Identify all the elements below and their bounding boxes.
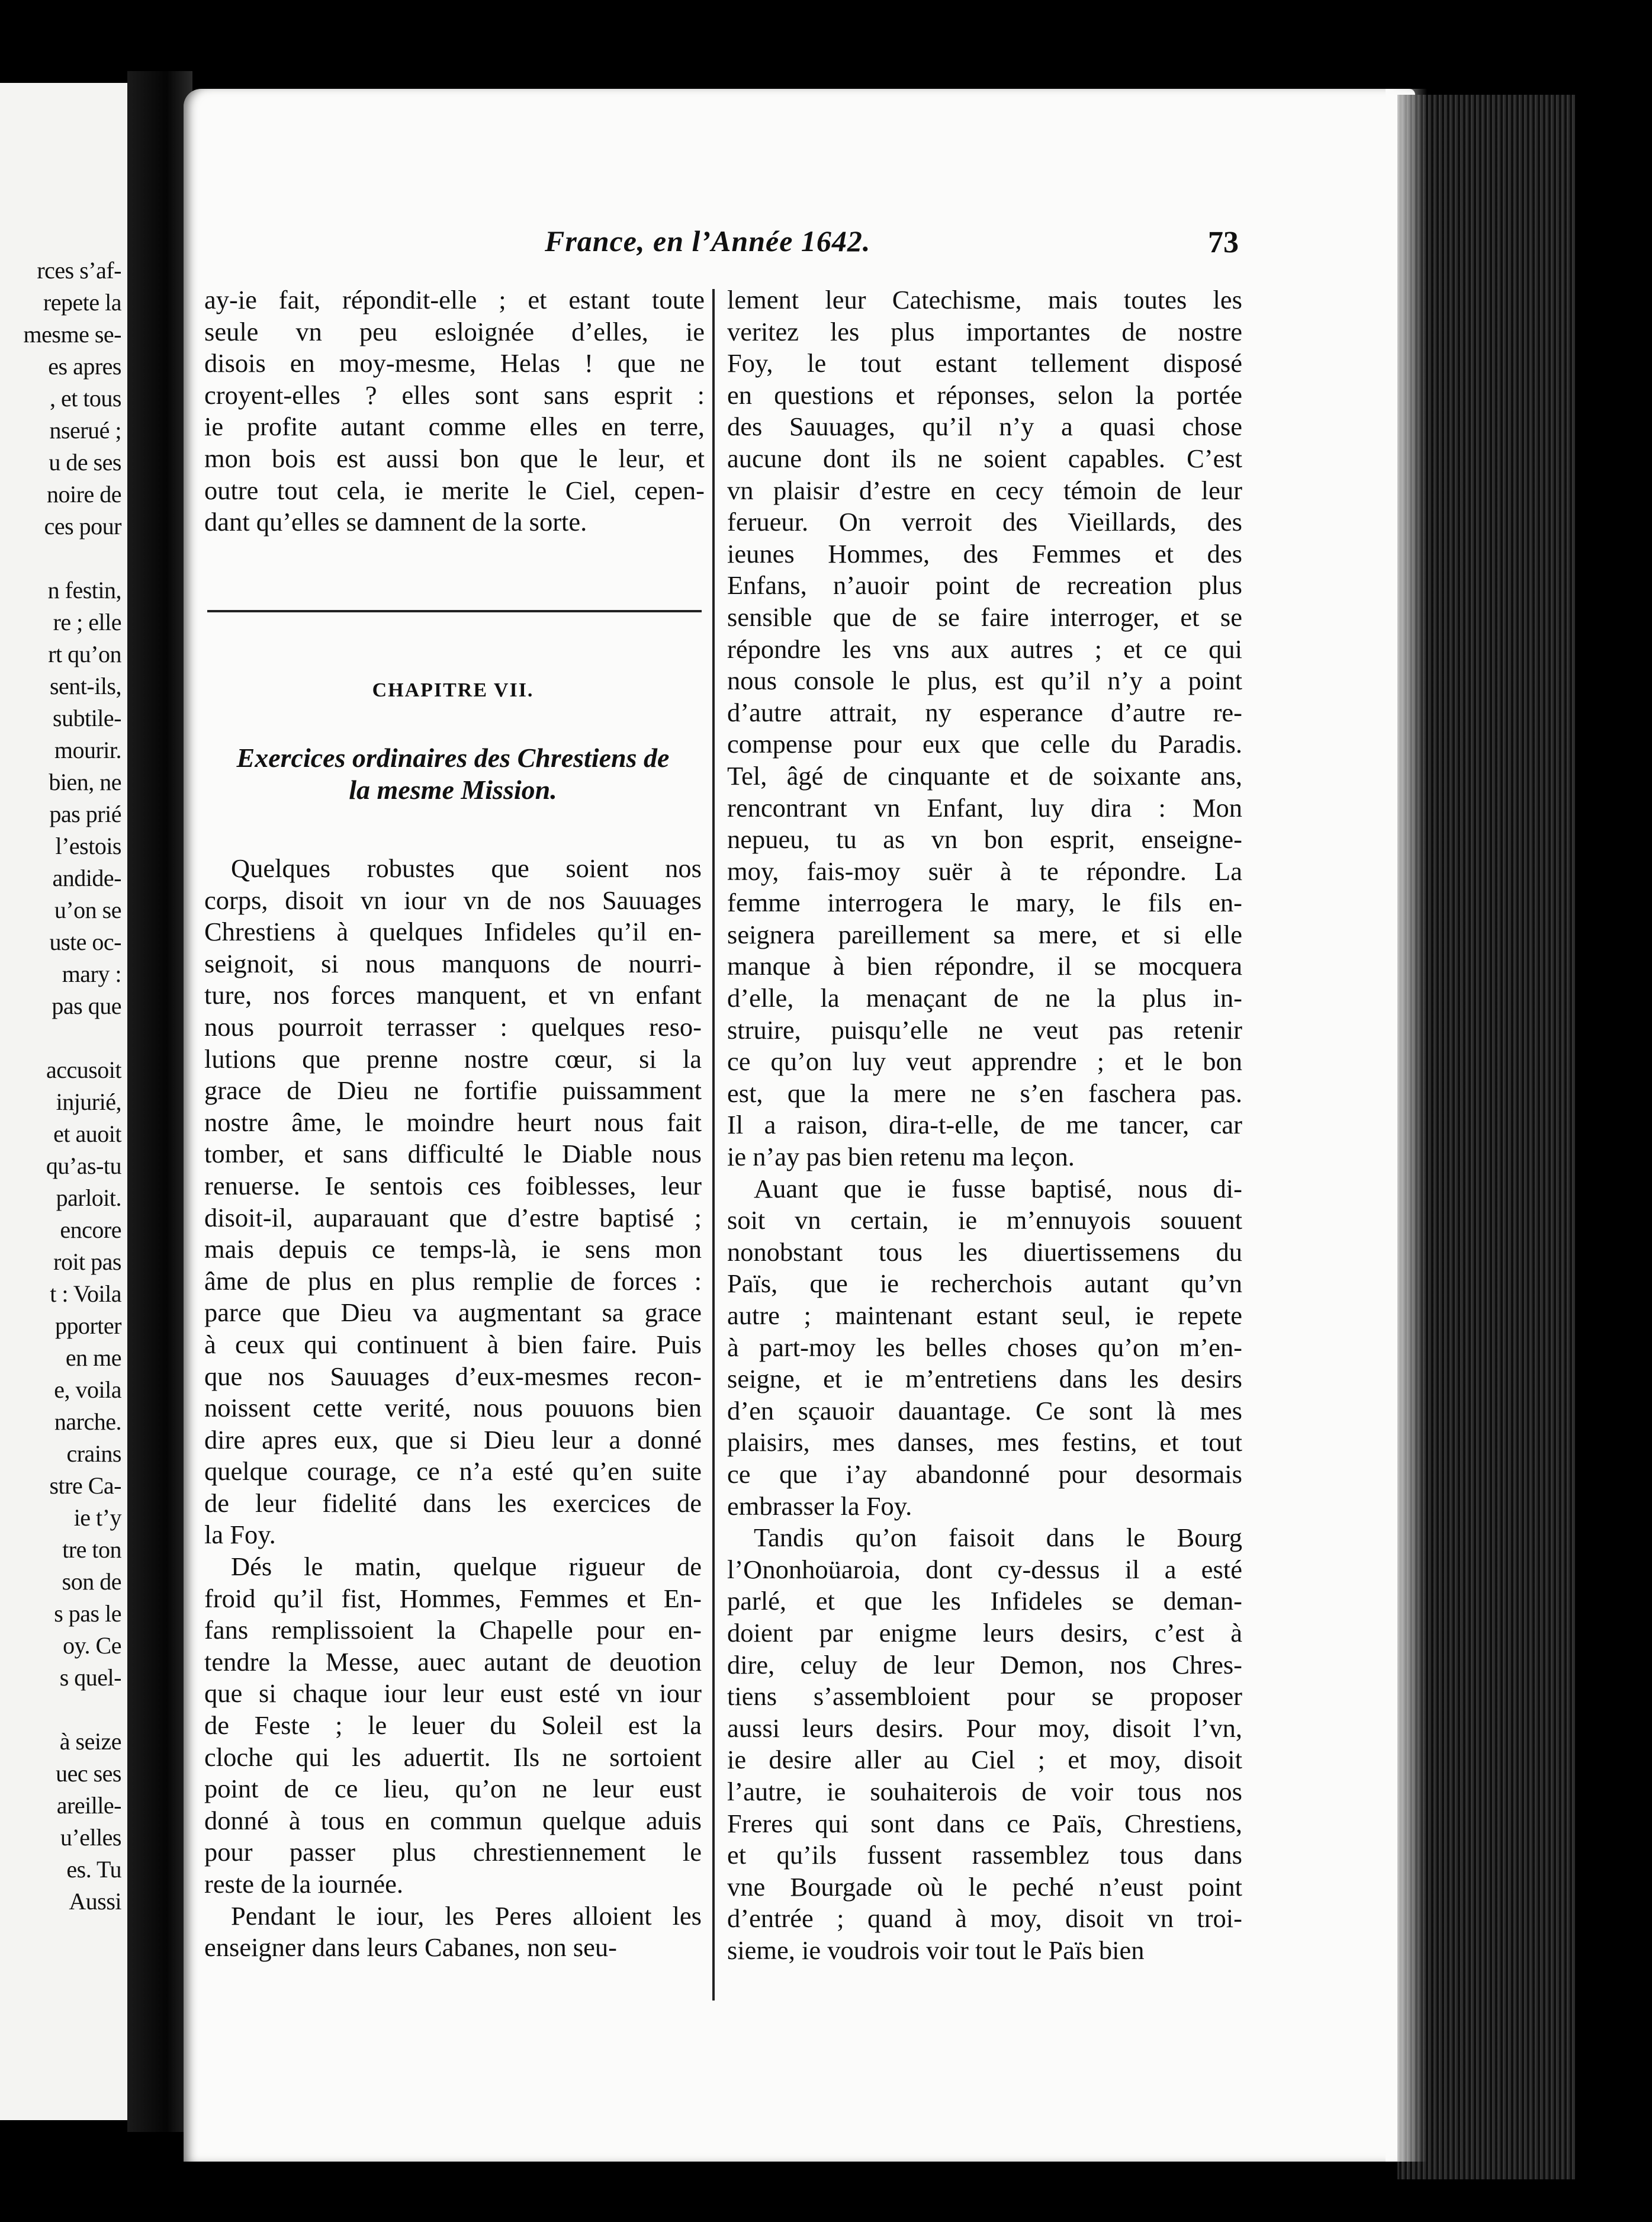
left-column-main-text <box>204 853 702 1964</box>
text-line: de Feste ; le leuer du Soleil est la <box>204 1710 702 1741</box>
text-line: plaisirs, mes danses, mes festins, et tout <box>727 1427 1242 1457</box>
text-line: tendre la Messe, auec autant de deuotion <box>204 1646 702 1677</box>
left-page-line: oy. Ce <box>63 1632 121 1659</box>
text-line: ie desire aller au Ciel ; et moy, disoit <box>727 1745 1242 1775</box>
left-page-line: rces s’af- <box>37 257 121 284</box>
text-line: quelque courage, ce n’a esté qu’en suite <box>204 1456 702 1486</box>
left-page-line: en me <box>65 1344 121 1371</box>
running-title: France, en l’Année 1642. <box>545 224 871 258</box>
text-line: embrasser la Foy. <box>727 1491 912 1521</box>
text-line: à part-moy les belles choses qu’on m’en- <box>727 1332 1242 1362</box>
text-line: aucune dont ils ne soient capables. C’est <box>727 443 1242 473</box>
left-page-line: crains <box>66 1440 121 1467</box>
text-line: Foy, le tout estant tellement disposé <box>727 348 1242 378</box>
left-page-line: areille- <box>56 1792 121 1819</box>
left-page-line <box>0 1694 121 1726</box>
left-page-line: bien, ne <box>49 769 121 795</box>
right-column-text <box>727 284 1242 1966</box>
text-line: d’entrée ; quand à moy, disoit vn troi- <box>727 1903 1242 1934</box>
text-line: répondre les vns aux autres ; et ce qui <box>727 634 1242 664</box>
text-line: nonobstant tous les diuertissemens du <box>727 1237 1242 1267</box>
left-page-line <box>0 1022 121 1054</box>
text-line: parce que Dieu va augmentant sa grace <box>204 1298 702 1328</box>
text-line: nous pourroit terrasser : quelques reso- <box>204 1012 702 1042</box>
left-page-line: tre ton <box>62 1536 121 1563</box>
text-line: disoit-il, auparauant que d’estre baptisé ; <box>204 1202 702 1232</box>
left-page-line: n festin, <box>47 577 121 603</box>
text-line: des Sauuages, qu’il n’y a quasi chose <box>727 412 1242 442</box>
text-line: Enfans, n’auoir point de recreation plus <box>727 570 1242 601</box>
text-line: seigne, et ie m’entretiens dans les desirs <box>727 1364 1242 1394</box>
left-page-line: injurié, <box>56 1088 121 1115</box>
text-line: en questions et réponses, selon la portée <box>727 380 1242 410</box>
text-line: croyent-elles ? elles sont sans esprit : <box>204 380 705 410</box>
text-line: d’elle, la menaçant de ne la plus in- <box>727 983 1242 1013</box>
text-line: fans remplissoient la Chapelle pour en- <box>204 1615 702 1645</box>
text-line: l’Ononhoüaroia, dont cy-dessus il a esté <box>727 1554 1242 1584</box>
left-page-line: u de ses <box>49 449 121 476</box>
left-page-line: roit pas <box>53 1248 121 1275</box>
left-page-line: ie t’y <box>73 1504 121 1531</box>
text-line: que si chaque iour leur eust esté vn iour <box>204 1678 702 1709</box>
text-line: dire, celuy de leur Demon, nos Chres- <box>727 1649 1242 1680</box>
text-line: renuerse. Ie sentois ces foiblesses, leur <box>204 1170 702 1200</box>
text-line: vn plaisir d’estre en cecy témoin de leur <box>727 475 1242 505</box>
text-line: manque à bien répondre, il se mocquera <box>727 951 1242 981</box>
text-line: dire apres eux, que si Dieu leur a donné <box>204 1424 702 1454</box>
text-line: femme interrogera le mary, le fils en- <box>727 888 1242 918</box>
text-line: que nos Sauuages d’eux-mesmes recon- <box>204 1361 702 1391</box>
left-page-line: accusoit <box>46 1057 121 1083</box>
text-line: ieunes Hommes, des Femmes et des <box>727 538 1242 569</box>
left-page-line: andide- <box>52 865 121 891</box>
left-page-line: subtile- <box>53 705 121 731</box>
left-page-line: e, voila <box>54 1376 121 1403</box>
text-line: nostre âme, le moindre heurt nous fait <box>204 1107 702 1137</box>
text-line: sieme, ie voudrois voir tout le Païs bien <box>727 1935 1145 1965</box>
left-page-line: encore <box>60 1216 121 1243</box>
text-line: Auant que ie fusse baptisé, nous di- <box>754 1173 1242 1203</box>
text-line: Païs, que ie recherchois autant qu’vn <box>727 1269 1242 1299</box>
left-page-line: pas prié <box>49 801 121 827</box>
text-line: de leur fidelité dans les exercices de <box>204 1488 702 1518</box>
text-line: dant qu’elles se damnent de la sorte. <box>204 507 587 537</box>
chapter-title-line: Exercices ordinaires des Chrestiens de <box>236 743 670 773</box>
text-line: et qu’ils fussent rassemblez tous dans <box>727 1840 1242 1870</box>
text-line: seignoit, si nous manquons de nourri- <box>204 948 702 978</box>
text-line: ture, nos forces manquent, et vn enfant <box>204 980 702 1010</box>
left-page-line: s quel- <box>59 1664 121 1691</box>
left-page-line: nserué ; <box>49 417 121 444</box>
left-page-line: t : Voila <box>50 1280 121 1307</box>
left-page-line: son de <box>62 1568 121 1595</box>
left-page-line: l’estois <box>55 833 121 859</box>
left-page-line: sent-ils, <box>49 673 121 699</box>
text-line: à ceux qui continuent à bien faire. Puis <box>204 1329 702 1359</box>
left-page-line: pporter <box>54 1312 121 1339</box>
text-line: struire, puisqu’elle ne veut pas retenir <box>727 1014 1242 1045</box>
text-line: d’en sçauoir dauantage. Ce sont là mes <box>727 1395 1242 1425</box>
text-line: aussi leurs desirs. Pour moy, disoit l’vn, <box>727 1713 1242 1743</box>
left-page-line: rt qu’on <box>48 641 121 667</box>
text-line: soit vn certain, ie m’ennuyois souuent <box>727 1205 1242 1235</box>
left-page-line: à seize <box>59 1728 121 1755</box>
left-page-line: re ; elle <box>53 609 121 635</box>
left-page-line: qu’as-tu <box>46 1152 121 1179</box>
left-page-line: ces pour <box>44 513 121 540</box>
left-page-line: parloit. <box>56 1184 121 1211</box>
text-line: Freres qui sont dans ce Païs, Chrestiens, <box>727 1808 1242 1838</box>
text-line: pour passer plus chrestiennement le <box>204 1837 702 1867</box>
text-line: ferueur. On verroit des Vieillards, des <box>727 507 1242 537</box>
text-line: d’autre attrait, ny esperance d’autre re- <box>727 697 1242 727</box>
text-line: la Foy. <box>204 1520 276 1550</box>
left-column-top-text <box>204 284 705 538</box>
text-line: est, que la mere ne s’en faschera pas. <box>727 1078 1242 1108</box>
text-line: veritez les plus importantes de nostre <box>727 316 1242 346</box>
left-page-line: s pas le <box>54 1600 121 1627</box>
text-line: lutions que prenne nostre cœur, si la <box>204 1043 702 1074</box>
text-line: nepueu, tu as vn bon esprit, enseigne- <box>727 824 1242 855</box>
text-line: Tel, âgé de cinquante et de soixante ans, <box>727 760 1242 791</box>
text-line: ce qu’on luy veut apprendre ; et le bon <box>727 1046 1242 1077</box>
text-line: ie n’ay pas bien retenu ma leçon. <box>727 1142 1075 1172</box>
text-line: mon bois est aussi bon que le leur, et <box>204 443 705 473</box>
text-line: seule vn peu esloignée d’elles, ie <box>204 316 705 346</box>
text-line: ie profite autant comme elles en terre, <box>204 412 705 442</box>
left-page-line: repete la <box>43 289 121 316</box>
left-page-line: Aussi <box>69 1888 121 1915</box>
left-page-line: u’on se <box>54 897 121 923</box>
text-line: ce que i’ay abandonné pour desormais <box>727 1459 1242 1489</box>
left-page-line: narche. <box>54 1408 121 1435</box>
book-gutter <box>127 71 192 2132</box>
text-line: moy, fais-moy suër à te répondre. La <box>727 856 1242 886</box>
left-page-line <box>0 542 121 574</box>
text-line: sensible que de se faire interroger, et se <box>727 602 1242 632</box>
text-line: Dés le matin, quelque rigueur de <box>231 1552 702 1582</box>
text-line: outre tout cela, ie merite le Ciel, cepen- <box>204 475 705 505</box>
text-line: corps, disoit vn iour vn de nos Sauuages <box>204 885 702 915</box>
text-line: vne Bourgade où le peché n’eust point <box>727 1871 1242 1902</box>
text-line: cloche qui les aduertit. Ils ne sortoient <box>204 1742 702 1772</box>
left-page-line: stre Ca- <box>49 1472 121 1499</box>
text-line: donné à tous en commun quelque aduis <box>204 1805 702 1835</box>
text-line: parlé, et que les Infideles se deman- <box>727 1586 1242 1616</box>
text-line: tomber, et sans difficulté le Diable nous <box>204 1139 702 1169</box>
left-page-line: uec ses <box>56 1760 121 1787</box>
text-line: point de ce lieu, qu’on ne leur eust <box>204 1774 702 1804</box>
left-page-line: , et tous <box>49 385 121 412</box>
text-line: Tandis qu’on faisoit dans le Bourg <box>754 1523 1242 1553</box>
left-page-text <box>0 255 121 1918</box>
chapter-divider-rule <box>207 610 702 612</box>
left-page-line: es. Tu <box>66 1856 121 1883</box>
left-page-line: uste oc- <box>49 929 121 955</box>
left-page-line: noire de <box>47 481 121 508</box>
chapter-title <box>204 742 702 806</box>
text-line: compense pour eux que celle du Paradis. <box>727 729 1242 759</box>
text-line: autre ; maintenant estant seul, ie repete <box>727 1301 1242 1330</box>
text-line: froid qu’il fist, Hommes, Femmes et En- <box>204 1583 702 1613</box>
column-divider-rule <box>712 289 715 2001</box>
text-line: âme de plus en plus remplie de forces : <box>204 1266 702 1296</box>
text-line: noissent cette verité, nous pouuons bien <box>204 1393 702 1423</box>
page-number: 73 <box>1208 226 1239 259</box>
text-line: Pendant le iour, les Peres alloient les <box>231 1900 702 1931</box>
text-line: l’autre, ie souhaiterois de voir tous nos <box>727 1776 1242 1806</box>
left-page-line: u’elles <box>60 1824 121 1851</box>
text-line: seignera pareillement sa mere, et si elle <box>727 919 1242 949</box>
left-page-line: mesme se- <box>23 321 121 348</box>
text-line: doient par enigme leurs desirs, c’est à <box>727 1617 1242 1648</box>
left-page-line: mary : <box>62 961 121 987</box>
text-line: disois en moy-mesme, Helas ! que ne <box>204 348 705 378</box>
left-page-line: et auoit <box>53 1120 121 1147</box>
left-page-line: es apres <box>48 353 121 380</box>
page-edge-fade <box>1386 89 1427 2162</box>
chapter-title-line: la mesme Mission. <box>349 775 557 805</box>
text-line: lement leur Catechisme, mais toutes les <box>727 285 1242 314</box>
text-line: Chrestiens à quelques Infideles qu’il en- <box>204 917 702 947</box>
text-line: nous console le plus, est qu’il n’y a point <box>727 666 1242 696</box>
text-line: mais depuis ce temps-là, ie sens mon <box>204 1234 702 1264</box>
left-page-line: mourir. <box>54 737 121 763</box>
text-line: reste de la iournée. <box>204 1869 404 1899</box>
text-line: grace de Dieu ne fortifie puissamment <box>204 1075 702 1106</box>
text-line: Il a raison, dira-t-elle, de me tancer, car <box>727 1110 1242 1140</box>
chapter-heading: CHAPITRE VII. <box>372 679 534 701</box>
text-line: Quelques robustes que soient nos <box>231 853 702 883</box>
left-page-line: pas que <box>52 993 121 1019</box>
text-line: ay-ie fait, répondit-elle ; et estant toute <box>204 285 705 314</box>
text-line: rencontrant vn Enfant, luy dira : Mon <box>727 792 1242 823</box>
left-page-fragment <box>0 83 133 2120</box>
text-line: enseigner dans leurs Cabanes, non seu- <box>204 1932 617 1963</box>
text-line: tiens s’assembloient pour se proposer <box>727 1681 1242 1712</box>
